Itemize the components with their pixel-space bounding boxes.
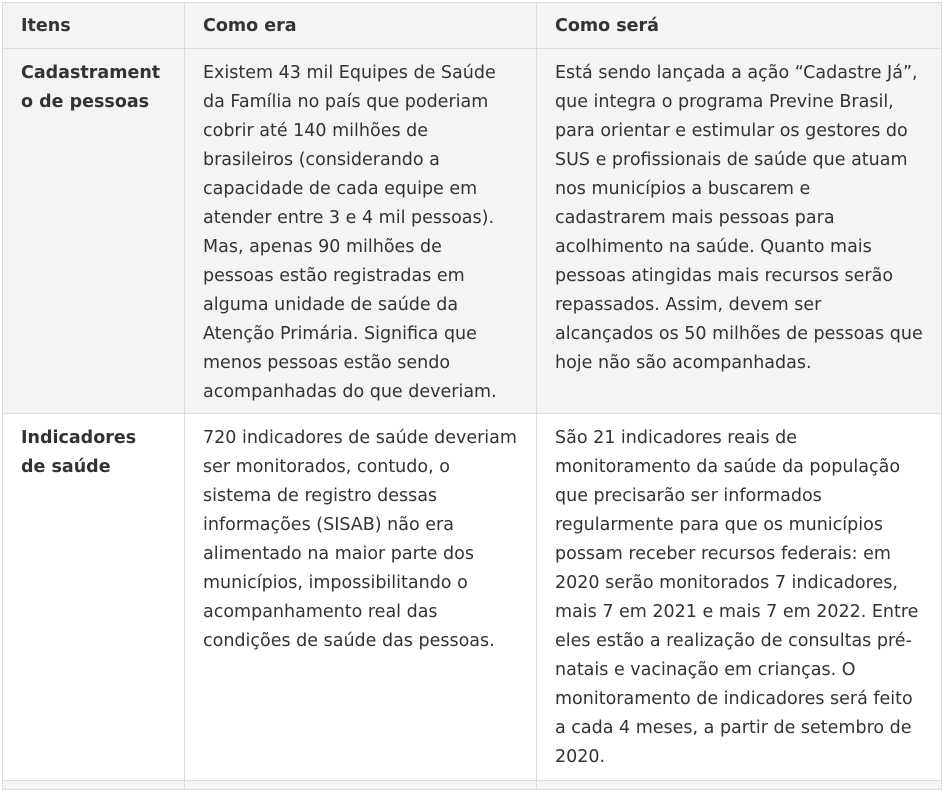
table-header-row bbox=[3, 3, 942, 49]
table-row-partial bbox=[3, 781, 942, 790]
comparison-table bbox=[2, 2, 942, 790]
empty-cell bbox=[3, 781, 185, 790]
row-item-cadastramento: Cadastramento de pessoas bbox=[3, 49, 185, 414]
empty-cell bbox=[185, 781, 537, 790]
header-itens: Itens bbox=[3, 3, 185, 49]
header-como-era: Como era bbox=[185, 3, 537, 49]
empty-cell bbox=[537, 781, 942, 790]
row-como-sera-indicadores: São 21 indicadores reais de monitoramento da saúde da população que precisarão ser informados regularmente para que os municípios possam receber recursos federais: em 2020 serão monitorados 7 indicadores, mais 7 em 2021 e mais 7 em 2022. Entre eles estão a realização de consultas pré-natais e vacinação em crianças. O monitoramento de indicadores será feito a cada 4 meses, a partir de setembro de 2020. bbox=[537, 414, 942, 781]
row-item-indicadores: Indicadores de saúde bbox=[3, 414, 185, 781]
table-row bbox=[3, 414, 942, 781]
row-como-era-indicadores: 720 indicadores de saúde deveriam ser monitorados, contudo, o sistema de registro dessas informações (SISAB) não era alimentado na maior parte dos municípios, impossibilitando o acompanhamento real das condições de saúde das pessoas. bbox=[185, 414, 537, 781]
header-como-sera: Como será bbox=[537, 3, 942, 49]
table-row bbox=[3, 49, 942, 414]
row-como-era-cadastramento: Existem 43 mil Equipes de Saúde da Família no país que poderiam cobrir até 140 milhões de brasileiros (considerando a capacidade de cada equipe em atender entre 3 e 4 mil pessoas). Mas, apenas 90 milhões de pessoas estão registradas em alguma unidade de saúde da Atenção Primária. Significa que menos pessoas estão sendo acompanhadas do que deveriam. bbox=[185, 49, 537, 414]
row-como-sera-cadastramento: Está sendo lançada a ação “Cadastre Já”, que integra o programa Previne Brasil, para orientar e estimular os gestores do SUS e profissionais de saúde que atuam nos municípios a buscarem e cadastrarem mais pessoas para acolhimento na saúde. Quanto mais pessoas atingidas mais recursos serão repassados. Assim, devem ser alcançados os 50 milhões de pessoas que hoje não são acompanhadas. bbox=[537, 49, 942, 414]
